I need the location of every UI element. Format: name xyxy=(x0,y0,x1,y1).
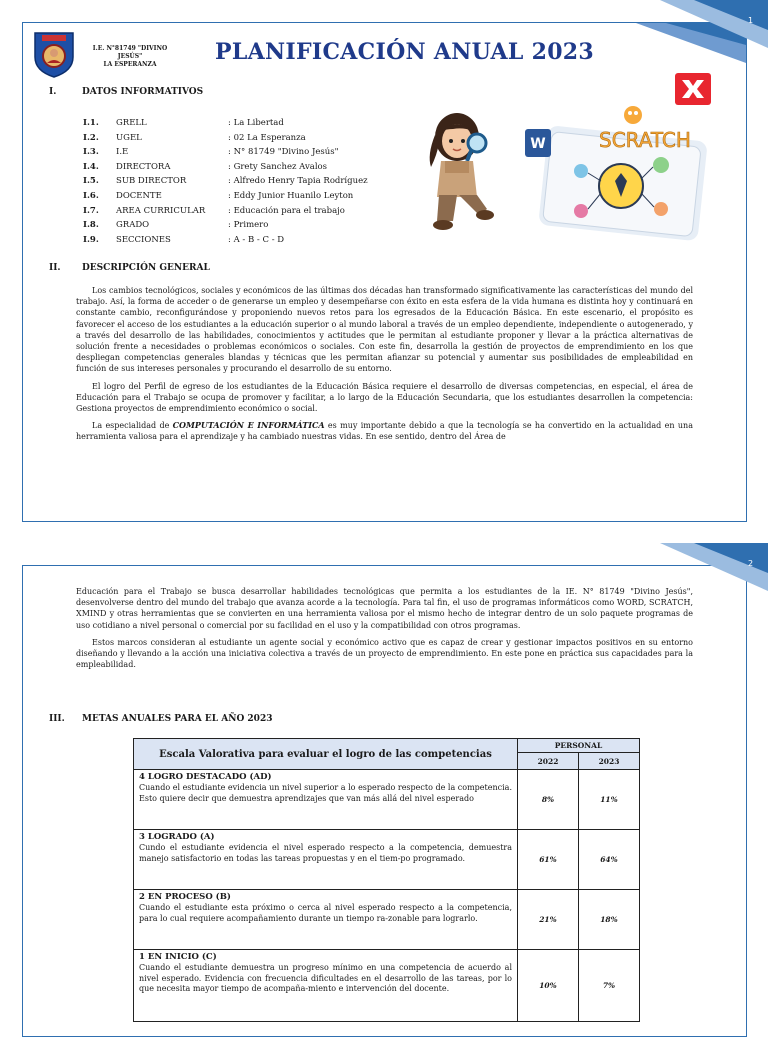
info-row: I.3. I.E : N° 81749 "Divino Jesús" xyxy=(83,147,339,158)
paragraph: El logro del Perfil de egreso de los estudiantes de la Educación Básica requiere el desarrollo de diversas competencias, en especial, el área de Educación para el Trabajo se ocupa de promover y facilitar, a lo largo de la Educación Secundaria, que los estudiantes desarrollen la competencia: Gestiona proyectos de emprendimiento económico o social. xyxy=(76,381,693,414)
year-header: 2022 xyxy=(518,753,579,770)
info-row: I.2. UGEL : 02 La Esperanza xyxy=(83,132,306,143)
percent-2023: 11% xyxy=(579,770,640,830)
percent-2022: 8% xyxy=(518,770,579,830)
level-description: 4 LOGRO DESTACADO (AD) Cuando el estudiante evidencia un nivel superior a lo esperado respecto de la competencia. Esto quiere decir que demuestra aprendizajes que van más allá del nivel esperado xyxy=(134,770,518,830)
info-row: I.8. GRADO : Primero xyxy=(83,220,269,231)
percent-2023: 7% xyxy=(579,950,640,1022)
girl-with-magnifier-illustration xyxy=(417,105,503,235)
table-row xyxy=(134,830,640,890)
table-row xyxy=(134,950,640,1022)
xmind-icon xyxy=(675,73,711,105)
page-title: PLANIFICACIÓN ANUAL 2023 xyxy=(215,39,595,65)
info-row: I.5. SUB DIRECTOR : Alfredo Henry Tapia Rodríguez xyxy=(83,176,368,187)
percent-2023: 18% xyxy=(579,890,640,950)
percent-2023: 64% xyxy=(579,830,640,890)
level-description: 3 LOGRADO (A) Cundo el estudiante evidencia el nivel esperado respecto a la competencia, demuestra manejo satisfactorio en todas las tareas propuestas y en el tiem-po programado. xyxy=(134,830,518,890)
paragraph: Los cambios tecnológicos, sociales y económicos de las últimas dos décadas han transformado significativamente las características del mundo del trabajo. Así, la forma de acceder o de generarse un empleo y desempeñarse con éxito en esta esfera de la vida humana es distinta hoy y continuará en constante cambio, reconfigurándose y proponiendo nuevos retos para los egresados de la Educación Básica. En este escenario, el propósito es favorecer el acceso de los estudiantes a la educación superior o al mundo laboral a través de un empleo dependiente, independiente o autogenerado, y a través del desarrollo de las habilidades, conocimientos y actitudes que le permitan al estudiante proponer y llevar a la práctica alternativas de solución frente a necesidades o problemas económicos o sociales. Con este fin, desarrolla la gestión de proyectos de emprendimiento en los que despliegan competencias generales blandas y técnicas que les permitan afianzar su potencial y aumentar sus posibilidades de empleabilidad en función de sus intereses personales y procurando el desarrollo de su entorno. xyxy=(76,286,693,374)
paragraph: Estos marcos consideran al estudiante un agente social y económico activo que es capaz de crear y gestionar impactos positivos en su entorno diseñando y llevando a la acción una iniciativa colectiva a través de un proyecto de emprendimiento. En este pone en práctica sus capacidades para la empleabilidad. xyxy=(76,637,693,670)
percent-2022: 61% xyxy=(518,830,579,890)
table-header-row xyxy=(134,739,640,753)
school-crest-logo xyxy=(31,29,77,79)
document-page-2 xyxy=(22,565,747,1037)
paragraph: Educación para el Trabajo se busca desarrollar habilidades tecnológicas que permita a los estudiantes de la IE. N° 81749 "Divino Jesús", desenvolverse dentro del mundo del trabajo que avanza acorde a la tecnología. Para tal fin, el uso de programas informáticos como WORD, SCRATCH, XMIND y otras herramientas que se convierten en una herramienta valiosa por el mismo hecho de integrar dentro de un solo paquete programas de uso cotidiano a nivel personal o comercial por su facilidad en el uso y la compatibilidad con otros programas. xyxy=(76,587,693,630)
scratch-technology-collage xyxy=(511,101,716,241)
table-row xyxy=(134,770,640,830)
section-heading-metas: III. METAS ANUALES PARA EL AÑO 2023 xyxy=(49,714,273,724)
info-row: I.9. SECCIONES : A - B - C - D xyxy=(83,234,285,245)
info-row: I.4. DIRECTORA : Grety Sanchez Avalos xyxy=(83,161,328,172)
document-page-1 xyxy=(22,22,747,522)
section-heading-descripcion: II. DESCRIPCIÓN GENERAL xyxy=(49,263,210,273)
table-header-personal: PERSONAL xyxy=(518,739,640,753)
level-description: 2 EN PROCESO (B) Cuando el estudiante esta próximo o cerca al nivel esperado respecto a la competencia, para lo cual requiere acompañamiento durante un tiempo ra-zonable para lograrlo. xyxy=(134,890,518,950)
info-row: I.6. DOCENTE : Eddy Junior Huanilo Leyton xyxy=(83,190,354,201)
year-header: 2023 xyxy=(579,753,640,770)
scratch-wordmark: SCRATCH xyxy=(599,128,691,152)
competency-scale-table xyxy=(133,738,640,1022)
info-list xyxy=(83,118,368,249)
paragraph: La especialidad de COMPUTACIÓN E INFORMÁTICA es muy importante debido a que la tecnología se ha convertido en la actualidad en una herramienta valiosa para el aprendizaje y ha cambiado nuestras vidas. En ese sentido, dentro del Área de xyxy=(76,420,693,442)
collage-art xyxy=(511,101,716,241)
page2-number-label: 2 xyxy=(748,559,754,568)
percent-2022: 10% xyxy=(518,950,579,1022)
level-description: 1 EN INICIO (C) Cuando el estudiante demuestra un progreso mínimo en una competencia de acuerdo al nivel esperado. Evidencia con frecuencia dificultades en el desarrollo de las tareas, por lo que necesita mayor tiempo de acompaña-miento e intervención del docente. xyxy=(134,950,518,1022)
section-heading-datos: I. DATOS INFORMATIVOS xyxy=(49,87,204,97)
svg-text:W: W xyxy=(530,136,546,152)
continuation-text xyxy=(76,586,693,676)
description-text xyxy=(76,285,693,449)
page1-number-label: 1 xyxy=(748,16,754,25)
table-header-scale: Escala Valorativa para evaluar el logro de las competencias xyxy=(134,739,518,770)
school-name: I.E. N°81749 "DIVINO JESÚS" LA ESPERANZA xyxy=(92,45,168,68)
info-row: I.7. AREA CURRICULAR : Educación para el trabajo xyxy=(83,205,345,216)
percent-2022: 21% xyxy=(518,890,579,950)
info-row: I.1. GRELL : La Libertad xyxy=(83,118,284,128)
table-row xyxy=(134,890,640,950)
